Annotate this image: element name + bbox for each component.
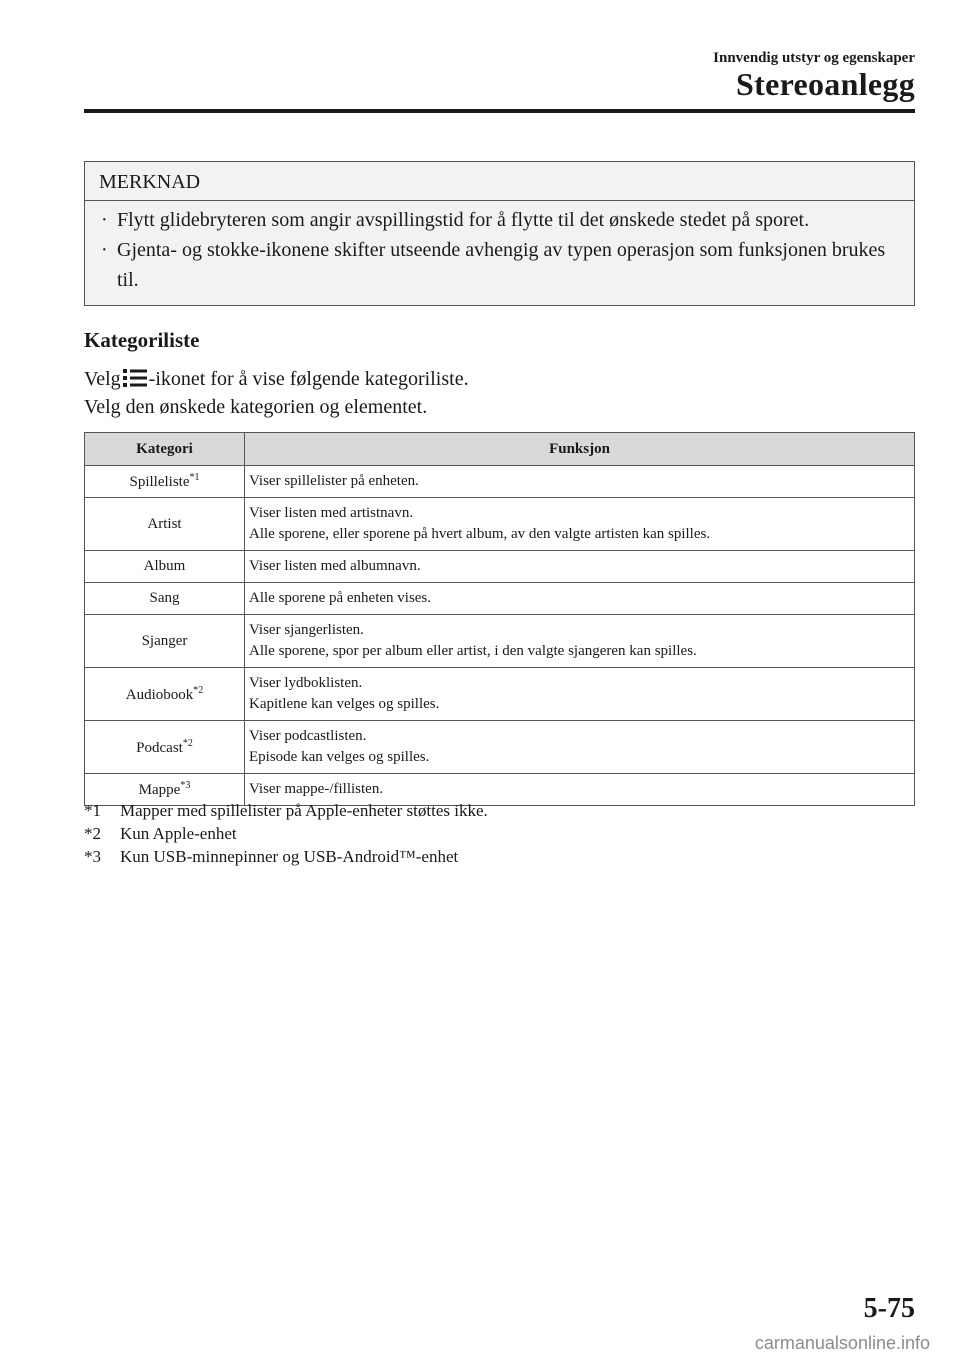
table-header-row — [85, 433, 915, 466]
function-line: Kapitlene kan velges og spilles. — [249, 696, 440, 712]
list-icon — [122, 368, 148, 394]
table-row — [85, 721, 915, 774]
note-item-text: Gjenta- og stokke-ikonene skifter utseende avhengig av typen operasjon som funksjonen brukes til. — [117, 239, 886, 291]
function-line: Viser podcastlisten. — [249, 728, 367, 744]
chapter-label: Innvendig utstyr og egenskaper — [713, 50, 915, 66]
function-line: Viser listen med albumnavn. — [249, 558, 421, 574]
footnote-ref: *1 — [189, 472, 200, 483]
function-line: Viser spillelister på enheten. — [249, 473, 419, 489]
footnote-mark: *3 — [84, 847, 101, 866]
function-line: Alle sporene, spor per album eller artist, i den valgte sjangeren kan spilles. — [249, 643, 697, 659]
function-line: Alle sporene, eller sporene på hvert album, av den valgte artisten kan spilles. — [249, 526, 711, 542]
function-cell — [245, 583, 915, 615]
category-table — [84, 432, 915, 806]
footnote-ref: *3 — [180, 780, 191, 791]
function-cell — [245, 466, 915, 498]
category-cell — [85, 466, 245, 498]
function-line: Episode kan velges og spilles. — [249, 749, 430, 765]
function-line: Viser lydboklisten. — [249, 675, 363, 691]
footnote-text: Mapper med spillelister på Apple-enheter støttes ikke. — [120, 801, 488, 820]
category-cell — [85, 721, 245, 774]
table-row — [85, 498, 915, 551]
page-title: Stereoanlegg — [736, 66, 915, 102]
category-name: Sang — [149, 590, 180, 606]
note-item-text: Flytt glidebryteren som angir avspillingstid for å flytte til det ønskede stedet på sporet. — [117, 209, 810, 231]
category-cell — [85, 583, 245, 615]
note-box — [84, 161, 915, 306]
footnote-ref: *2 — [182, 737, 193, 749]
column-header-function: Funksjon — [245, 433, 915, 466]
instruction-text-pre: Velg — [84, 368, 121, 390]
note-item — [99, 235, 902, 295]
category-name: Album — [143, 558, 186, 574]
table-row — [85, 583, 915, 615]
category-name: Artist — [147, 515, 182, 532]
footnote — [84, 801, 488, 821]
function-cell — [245, 498, 915, 551]
function-cell — [245, 721, 915, 774]
page-number: 5-75 — [863, 1293, 915, 1324]
footnote — [84, 824, 237, 844]
function-cell — [245, 668, 915, 721]
watermark: carmanualsonline.info — [754, 1333, 930, 1353]
table-row — [85, 668, 915, 721]
category-name: Podcast — [136, 739, 183, 756]
category-name: Spilleliste — [129, 474, 190, 490]
note-heading: MERKNAD — [85, 162, 914, 201]
note-item — [99, 205, 902, 235]
footnote-ref: *2 — [193, 684, 204, 696]
function-line: Viser mappe-/fillisten. — [249, 781, 384, 797]
function-line: Viser sjangerlisten. — [249, 622, 364, 638]
category-cell — [85, 615, 245, 668]
function-cell — [245, 551, 915, 583]
category-cell — [85, 668, 245, 721]
bullet-icon: · — [101, 239, 108, 261]
footnote — [84, 847, 458, 867]
section-title: Kategoriliste — [84, 328, 200, 352]
function-line: Alle sporene på enheten vises. — [249, 590, 432, 606]
category-cell — [85, 498, 245, 551]
note-body — [85, 201, 914, 305]
column-header-category: Kategori — [85, 433, 245, 466]
table-row — [85, 551, 915, 583]
table-row — [85, 466, 915, 498]
category-name: Mappe — [138, 782, 181, 798]
function-line: Viser listen med artistnavn. — [249, 505, 414, 521]
table-row — [85, 615, 915, 668]
header-divider — [84, 109, 915, 113]
category-name: Sjanger — [141, 632, 188, 649]
bullet-icon: · — [101, 209, 108, 231]
category-cell — [85, 551, 245, 583]
footnote-text: Kun USB-minnepinner og USB-Android™-enhet — [120, 847, 459, 866]
category-name: Audiobook — [125, 686, 194, 703]
footnote-mark: *2 — [84, 824, 101, 843]
instruction-select-icon — [84, 368, 469, 394]
instruction-select-category: Velg den ønskede kategorien og elementet. — [84, 396, 428, 418]
instruction-text-post: -ikonet for å vise følgende kategoriliste. — [148, 368, 469, 390]
function-cell — [245, 615, 915, 668]
footnote-mark: *1 — [84, 801, 101, 820]
footnote-text: Kun Apple-enhet — [120, 824, 237, 843]
